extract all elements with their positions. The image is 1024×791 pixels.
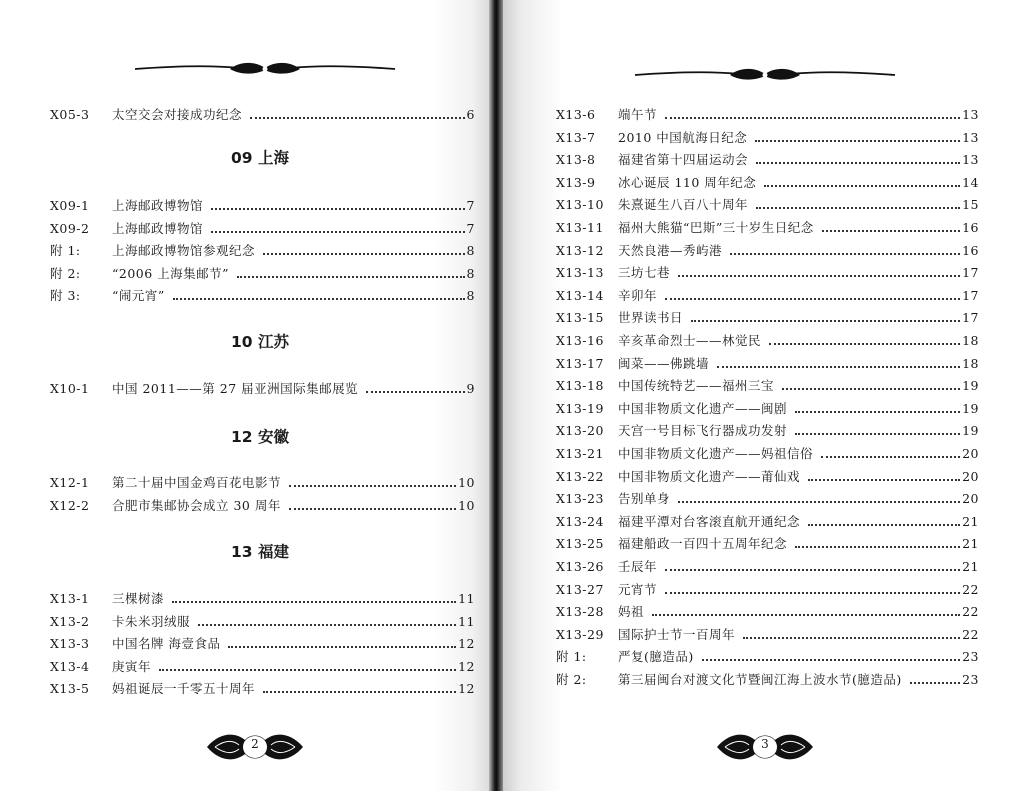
- toc-entry: [50, 282, 475, 304]
- entry-code: X05-3: [50, 107, 90, 122]
- entry-title: 三坊七巷: [618, 265, 671, 281]
- entry-page: 8: [466, 243, 475, 258]
- entry-page: 16: [962, 242, 979, 258]
- entry-title: 中国非物质文化遗产——妈祖信俗: [618, 446, 814, 461]
- entry-title: 辛亥革命烈士——林觉民: [618, 333, 762, 348]
- dot-leader: [211, 231, 465, 233]
- entry-page: 17: [962, 287, 979, 303]
- dot-leader: [665, 592, 960, 594]
- toc-entry: [556, 440, 979, 462]
- toc-entry: [50, 608, 475, 630]
- right-page: [500, 0, 1024, 791]
- dot-leader: [743, 637, 960, 639]
- entry-page: 7: [466, 198, 475, 213]
- entry-title: 上海邮政博物馆参观纪念: [112, 243, 256, 258]
- entry-page: 13: [962, 129, 979, 145]
- toc-entry: [50, 260, 475, 282]
- dot-leader: [769, 343, 960, 345]
- entry-title: 严复(臆造品): [618, 649, 694, 665]
- entry-code: X12-2: [50, 497, 90, 513]
- toc-entry: [556, 327, 979, 349]
- toc-entry: [556, 124, 979, 146]
- dot-leader: [756, 207, 960, 209]
- entry-code: 附 1:: [50, 243, 81, 258]
- dot-leader: [665, 298, 960, 300]
- entry-page: 23: [962, 672, 979, 687]
- entry-page: 10: [458, 475, 475, 490]
- entry-code: X13-4: [50, 658, 90, 674]
- entry-page: 19: [962, 378, 979, 394]
- entry-page: 22: [962, 604, 979, 620]
- entry-title: 朱熹诞生八百八十周年: [618, 197, 749, 213]
- page-number-left: 2: [251, 737, 259, 751]
- entry-title: 福建平潭对台客滚直航开通纪念: [618, 513, 801, 529]
- entry-title: 卡朱米羽绒服: [112, 613, 191, 629]
- entry-page: 12: [458, 636, 475, 651]
- dot-leader: [808, 524, 960, 526]
- toc-entry: [556, 191, 979, 213]
- toc-entry: [556, 350, 979, 372]
- entry-page: 7: [466, 220, 475, 236]
- entry-title: 中国非物质文化遗产——闽剧: [618, 400, 788, 416]
- entry-code: 附 2:: [50, 265, 81, 281]
- entry-code: X13-6: [556, 107, 596, 122]
- dot-leader: [237, 276, 464, 278]
- toc-entry: [556, 530, 979, 552]
- entry-code: X13-13: [556, 265, 604, 281]
- entry-page: 8: [466, 265, 475, 281]
- entry-page: 8: [466, 288, 475, 303]
- entry-page: 6: [466, 107, 475, 122]
- entry-code: X13-2: [50, 613, 90, 629]
- dot-leader: [665, 117, 960, 119]
- toc-entry: [556, 101, 979, 123]
- toc-entry: [556, 395, 979, 417]
- entry-title: “2006 上海集邮节”: [112, 265, 230, 281]
- entry-title: 告别单身: [618, 491, 671, 507]
- entry-code: X13-28: [556, 604, 604, 620]
- entry-code: X13-14: [556, 287, 604, 303]
- entry-page: 20: [962, 491, 979, 507]
- entry-title: 妈祖诞辰一千零五十周年: [112, 681, 256, 696]
- entry-page: 22: [962, 626, 979, 642]
- entry-title: 庚寅年: [112, 658, 152, 674]
- entry-code: X13-19: [556, 400, 604, 416]
- entry-page: 13: [962, 152, 979, 168]
- toc-entry: [50, 101, 475, 123]
- entry-title: 2010 中国航海日纪念: [618, 129, 748, 145]
- entry-code: X13-11: [556, 220, 604, 235]
- entry-code: X13-20: [556, 423, 604, 439]
- entry-title: 天宫一号目标飞行器成功发射: [618, 423, 788, 439]
- toc-entry: [556, 485, 979, 507]
- entry-title: 第三届闽台对渡文化节暨闽江海上波水节(臆造品): [618, 672, 902, 687]
- toc-entry: [50, 469, 475, 491]
- entry-page: 21: [962, 513, 979, 529]
- entry-code: X13-21: [556, 446, 604, 461]
- dot-leader: [795, 546, 960, 548]
- toc-entry: [556, 146, 979, 168]
- entry-page: 20: [962, 468, 979, 484]
- toc-entry: [556, 372, 979, 394]
- entry-code: 附 2:: [556, 672, 587, 687]
- dot-leader: [764, 185, 960, 187]
- entry-code: 附 3:: [50, 288, 81, 303]
- toc-entry: [556, 621, 979, 643]
- entry-page: 23: [962, 649, 979, 665]
- dot-leader: [730, 253, 960, 255]
- entry-code: X13-25: [556, 536, 604, 552]
- entry-page: 21: [962, 536, 979, 552]
- toc-entry: [556, 508, 979, 530]
- entry-title: 中国非物质文化遗产——莆仙戏: [618, 468, 801, 484]
- entry-page: 9: [466, 381, 475, 396]
- dot-leader: [795, 433, 960, 435]
- entry-code: X13-9: [556, 174, 596, 190]
- toc-entry: [50, 492, 475, 514]
- dot-leader: [173, 298, 465, 300]
- entry-title: 壬辰年: [618, 559, 658, 574]
- toc-entry: [50, 585, 475, 607]
- section-heading: 13 福建: [231, 543, 289, 561]
- toc-entry: [556, 282, 979, 304]
- entry-page: 15: [962, 197, 979, 213]
- dot-leader: [717, 366, 960, 368]
- entry-code: X13-10: [556, 197, 604, 213]
- entry-title: 端午节: [618, 107, 658, 122]
- entry-page: 13: [962, 107, 979, 122]
- dot-leader: [665, 569, 960, 571]
- entry-page: 21: [962, 559, 979, 574]
- entry-title: 上海邮政博物馆: [112, 220, 204, 236]
- dot-leader: [263, 253, 465, 255]
- entry-code: X13-24: [556, 513, 604, 529]
- section-heading: 09 上海: [231, 149, 289, 167]
- dot-leader: [263, 691, 456, 693]
- entry-title: 冰心诞辰 110 周年纪念: [618, 174, 757, 190]
- entry-title: 上海邮政博物馆: [112, 198, 204, 213]
- entry-title: 中国传统特艺——福州三宝: [618, 378, 775, 394]
- dot-leader: [691, 320, 960, 322]
- toc-entry: [50, 375, 475, 397]
- dot-leader: [756, 162, 960, 164]
- left-page: [0, 0, 492, 791]
- entry-title: 国际护士节一百周年: [618, 626, 736, 642]
- toc-entry: [556, 237, 979, 259]
- dot-leader: [289, 508, 456, 510]
- entry-page: 10: [458, 497, 475, 513]
- toc-entry: [556, 259, 979, 281]
- entry-title: 中国名牌 海壹食品: [112, 636, 221, 651]
- toc-entry: [556, 598, 979, 620]
- entry-page: 22: [962, 581, 979, 597]
- toc-entry: [50, 192, 475, 214]
- entry-title: 中国 2011——第 27 届亚洲国际集邮展览: [112, 381, 359, 396]
- dot-leader: [250, 117, 465, 119]
- entry-page: 18: [962, 355, 979, 371]
- entry-code: X13-18: [556, 378, 604, 394]
- page-number-right: 3: [761, 737, 769, 751]
- dot-leader: [910, 682, 960, 684]
- entry-code: X13-15: [556, 310, 604, 326]
- dot-leader: [821, 456, 960, 458]
- dot-leader: [211, 208, 465, 210]
- entry-code: X13-27: [556, 581, 604, 597]
- dot-leader: [366, 391, 464, 393]
- entry-code: X09-2: [50, 220, 90, 236]
- toc-entry: [556, 463, 979, 485]
- entry-title: 妈祖: [618, 604, 645, 620]
- toc-entry: [556, 643, 979, 665]
- entry-code: X13-5: [50, 681, 90, 696]
- entry-code: X12-1: [50, 475, 90, 490]
- toc-entry: [50, 237, 475, 259]
- entry-title: 闽菜——佛跳墙: [618, 355, 710, 371]
- entry-page: 19: [962, 400, 979, 416]
- entry-page: 12: [458, 681, 475, 696]
- entry-code: 附 1:: [556, 649, 587, 665]
- dot-leader: [289, 485, 456, 487]
- toc-entry: [556, 169, 979, 191]
- section-heading: 10 江苏: [231, 333, 289, 351]
- entry-code: X13-7: [556, 129, 596, 145]
- dot-leader: [228, 646, 456, 648]
- dot-leader: [159, 669, 456, 671]
- dot-leader: [782, 388, 960, 390]
- entry-page: 18: [962, 333, 979, 348]
- entry-title: “闹元宵”: [112, 288, 165, 303]
- toc-entry: [50, 630, 475, 652]
- dot-leader: [702, 659, 960, 661]
- entry-page: 16: [962, 220, 979, 235]
- entry-title: 元宵节: [618, 581, 658, 597]
- toc-entry: [556, 576, 979, 598]
- entry-code: X13-29: [556, 626, 604, 642]
- entry-page: 11: [458, 591, 475, 606]
- entry-code: X13-12: [556, 242, 604, 258]
- entry-page: 20: [962, 446, 979, 461]
- entry-title: 天然良港—秀屿港: [618, 242, 723, 258]
- toc-entry: [50, 215, 475, 237]
- entry-code: X13-1: [50, 591, 90, 606]
- dot-leader: [678, 501, 960, 503]
- book-spine: [489, 0, 503, 791]
- toc-entry: [556, 553, 979, 575]
- entry-code: X13-26: [556, 559, 604, 574]
- entry-page: 17: [962, 310, 979, 326]
- entry-title: 第二十届中国金鸡百花电影节: [112, 475, 282, 490]
- entry-title: 合肥市集邮协会成立 30 周年: [112, 497, 281, 513]
- entry-title: 福建船政一百四十五周年纪念: [618, 536, 788, 552]
- entry-title: 福建省第十四届运动会: [618, 152, 749, 168]
- entry-title: 辛卯年: [618, 287, 658, 303]
- entry-page: 19: [962, 423, 979, 439]
- section-heading: 12 安徽: [231, 428, 289, 446]
- entry-code: X13-3: [50, 636, 90, 651]
- entry-code: X09-1: [50, 198, 90, 213]
- entry-code: X13-16: [556, 333, 604, 348]
- toc-entry: [556, 417, 979, 439]
- dot-leader: [822, 230, 960, 232]
- entry-code: X10-1: [50, 381, 90, 396]
- entry-title: 三棵树漆: [112, 591, 165, 606]
- entry-page: 14: [962, 174, 979, 190]
- entry-page: 11: [458, 613, 475, 629]
- entry-code: X13-8: [556, 152, 596, 168]
- dot-leader: [198, 624, 456, 626]
- entry-title: 福州大熊猫“巴斯”三十岁生日纪念: [618, 220, 814, 235]
- entry-page: 12: [458, 658, 475, 674]
- dot-leader: [808, 479, 960, 481]
- entry-code: X13-22: [556, 468, 604, 484]
- entry-title: 世界读书日: [618, 310, 684, 326]
- entry-title: 太空交会对接成功纪念: [112, 107, 243, 122]
- header-ornament: [630, 64, 900, 86]
- toc-entry: [556, 214, 979, 236]
- toc-entry: [50, 653, 475, 675]
- toc-entry: [556, 304, 979, 326]
- dot-leader: [755, 140, 960, 142]
- entry-code: X13-17: [556, 355, 604, 371]
- dot-leader: [795, 411, 960, 413]
- toc-entry: [556, 666, 979, 688]
- toc-entry: [50, 675, 475, 697]
- header-ornament: [130, 58, 400, 80]
- entry-code: X13-23: [556, 491, 604, 507]
- dot-leader: [172, 601, 456, 603]
- dot-leader: [652, 614, 960, 616]
- entry-page: 17: [962, 265, 979, 281]
- dot-leader: [678, 275, 960, 277]
